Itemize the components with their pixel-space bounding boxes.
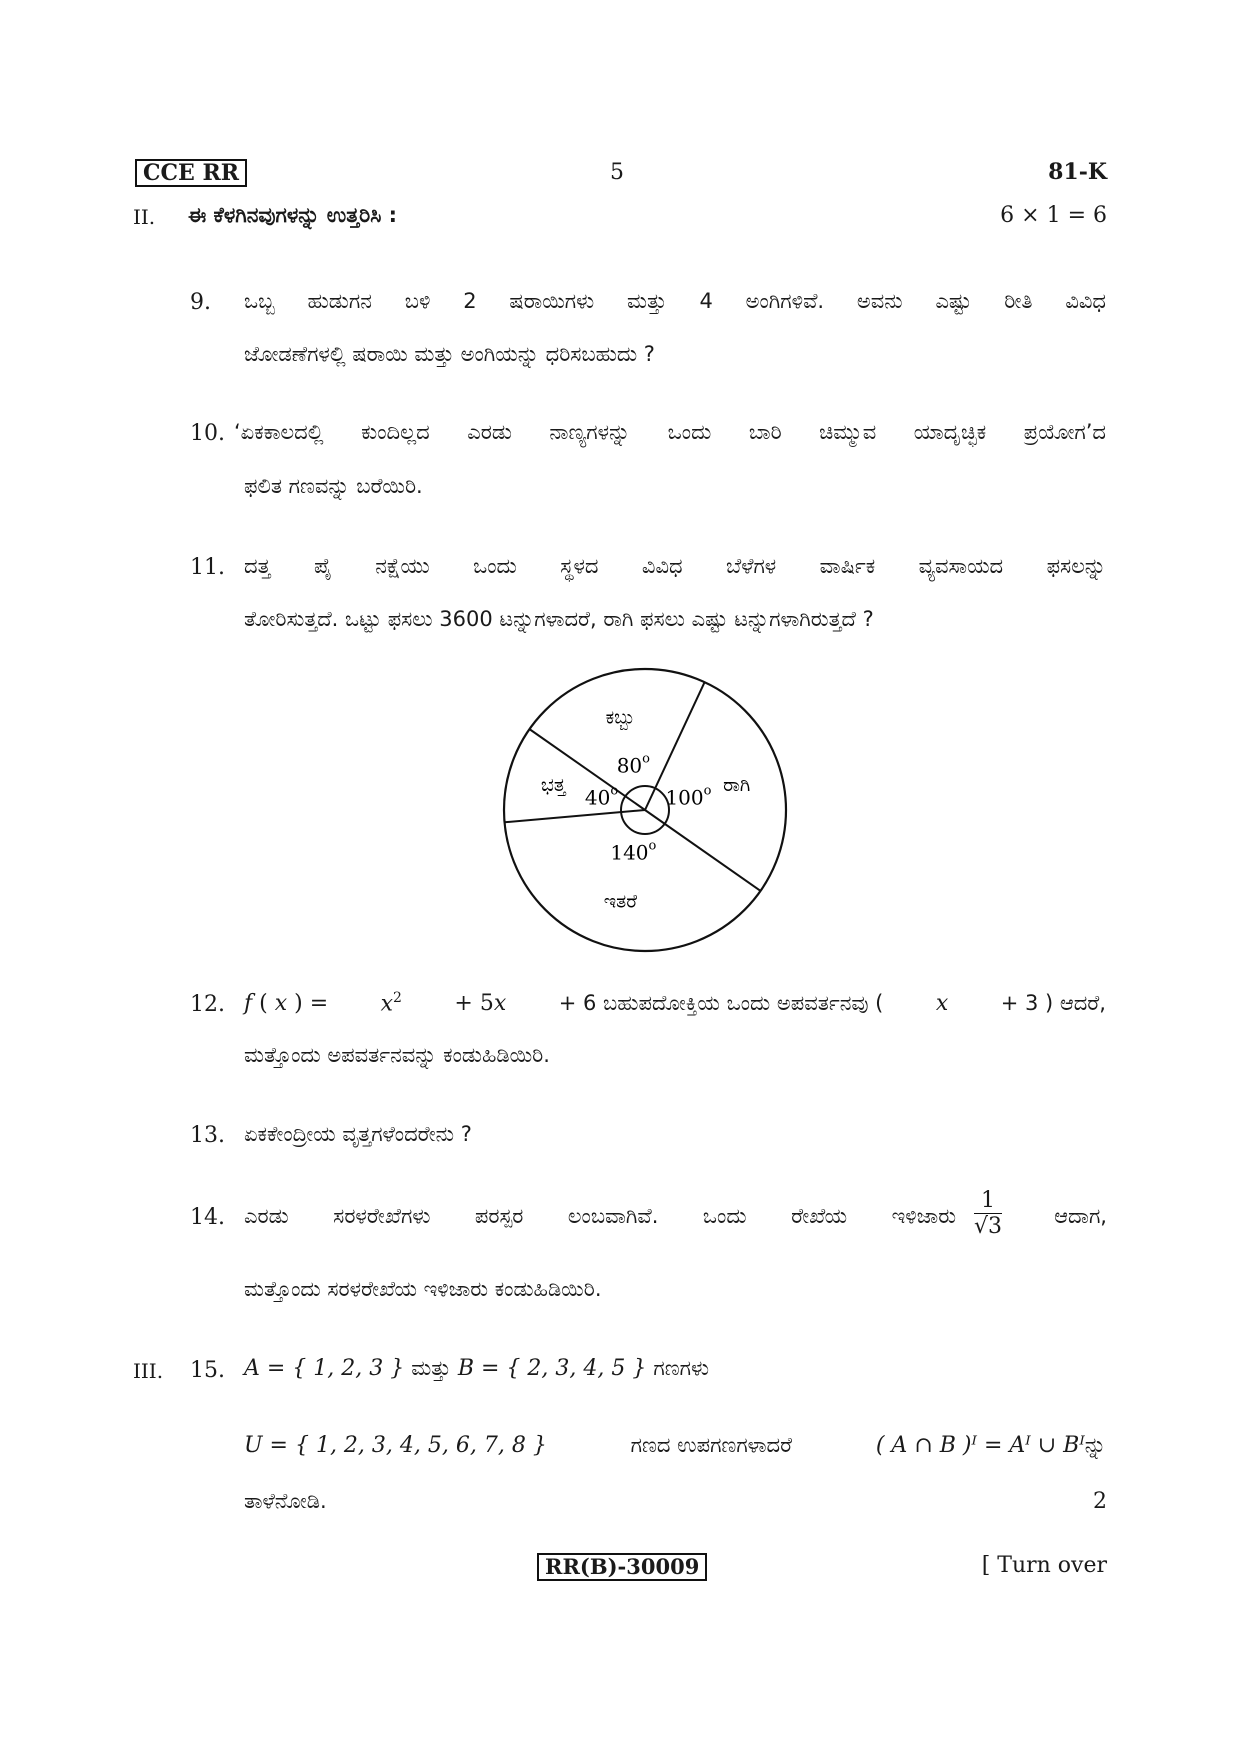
pie-angle-label: 100$^o$ <box>665 783 712 810</box>
paper-series-box: CCE RR <box>135 159 247 187</box>
section-instruction: ಈ ಕೆಳಗಿನವುಗಳನ್ನು ಉತ್ತರಿಸಿ : <box>188 203 398 227</box>
pie-slice-label: ಕಬ್ಬು <box>605 706 636 729</box>
question-text: ಗಣಗಳು <box>653 1356 710 1380</box>
function-name: f ( x ) = <box>244 991 329 1017</box>
pie-angle-label: 140$^o$ <box>610 838 657 865</box>
pie-chart <box>500 665 790 955</box>
page-number: 5 <box>610 160 624 185</box>
question-text: ಮತ್ತು <box>411 1356 451 1380</box>
slope-fraction: $\frac{1}{√3}$ <box>974 1188 1003 1239</box>
question-15-line2 <box>244 1433 1106 1458</box>
set-a: A = { 1, 2, 3 } <box>244 1356 405 1381</box>
question-text: ದತ್ತ ಪೈ ನಕ್ಷೆಯು ಒಂದು ಸ್ಥಳದ ವಿವಿಧ ಬೆಳೆಗಳ ವಾರ್ಷಿಕ ವ್ಯವಸಾಯದ ಫಸಲನ್ನು <box>244 554 1106 578</box>
question-text: ಏಕಕೇಂದ್ರೀಯ ವೃತ್ತಗಳೆಂದರೇನು ? <box>244 1122 472 1146</box>
question-text: ತಾಳೆನೋಡಿ. <box>244 1489 327 1513</box>
question-text: ಫಲಿತ ಗಣವನ್ನು ಬರೆಯಿರಿ. <box>244 474 423 498</box>
factor-variable: x <box>935 991 949 1017</box>
paper-code: 81-K <box>1048 159 1107 185</box>
question-text: ಒಬ್ಬ ಹುಡುಗನ ಬಳಿ 2 ಷರಾಯಿಗಳು ಮತ್ತು 4 ಅಂಗಿಗಳಿವೆ. ಅವನು ಎಷ್ಟು ರೀತಿ ವಿವಿಧ <box>244 289 1106 313</box>
question-15-line1 <box>244 1356 709 1381</box>
question-number: 13. <box>190 1123 225 1148</box>
question-text: ಗಣದ ಉಪಗಣಗಳಾದರೆ <box>630 1433 793 1457</box>
polynomial: $x^2$ <box>380 990 402 1017</box>
pie-slice-label: ಭತ್ತ <box>540 773 566 796</box>
question-number: 10. <box>190 421 225 446</box>
question-text: ‘ಏಕಕಾಲದಲ್ಲಿ ಕುಂದಿಲ್ಲದ ಎರಡು ನಾಣ್ಯಗಳನ್ನು ಒಂದು ಬಾರಿ ಚಿಮ್ಮುವ ಯಾದೃಚ್ಛಿಕ ಪ್ರಯೋಗ’ದ <box>234 420 1106 444</box>
question-number: 12. <box>190 992 225 1017</box>
question-text: + 6 ಬಹುಪದೋಕ್ತಿಯ ಒಂದು ಅಪವರ್ತನವು ( <box>558 991 884 1016</box>
pie-slice-label: ಇತರೆ <box>603 890 638 913</box>
pie-slice-label: ರಾಗಿ <box>723 773 751 796</box>
question-text: ಜೋಡಣೆಗಳಲ್ಲಿ ಷರಾಯಿ ಮತ್ತು ಅಂಗಿಯನ್ನು ಧರಿಸಬಹುದು ? <box>244 342 655 366</box>
question-number: 15. <box>190 1358 225 1383</box>
pie-angle-label: 80$^o$ <box>616 751 650 778</box>
polynomial-term: + 5x <box>454 991 507 1017</box>
question-12-line1 <box>244 990 1106 1016</box>
turn-over-note: [ Turn over <box>981 1553 1107 1578</box>
question-text: + 3 ) ಆದರೆ, <box>1000 991 1106 1016</box>
pie-slice-boundary <box>645 810 761 891</box>
question-number: 11. <box>190 555 225 580</box>
question-number: 14. <box>190 1205 225 1230</box>
set-b: B = { 2, 3, 4, 5 } <box>457 1356 647 1381</box>
question-number: 9. <box>190 290 211 315</box>
set-u: U = { 1, 2, 3, 4, 5, 6, 7, 8 } <box>244 1433 547 1458</box>
question-text: ಎರಡು ಸರಳರೇಖೆಗಳು ಪರಸ್ಪರ ಲಂಬವಾಗಿವೆ. ಒಂದು ರೇಖೆಯ ಇಳಿಜಾರು <box>244 1204 956 1228</box>
question-marks: 2 <box>1093 1489 1107 1514</box>
section-marks: 6 × 1 = 6 <box>1000 203 1107 228</box>
demorgan-identity: ( A ∩ B )ᴵ = Aᴵ ∪ Bᴵನ್ನು <box>875 1433 1106 1458</box>
section-numeral-ii: II. <box>133 205 156 229</box>
question-text: ತೋರಿಸುತ್ತದೆ. ಒಟ್ಟು ಫಸಲು 3600 ಟನ್ನುಗಳಾದರೆ, ರಾಗಿ ಫಸಲು ಎಷ್ಟು ಟನ್ನುಗಳಾಗಿರುತ್ತದೆ ? <box>244 607 874 631</box>
footer-code-box: RR(B)-30009 <box>537 1553 707 1581</box>
question-text: ಮತ್ತೊಂದು ಅಪವರ್ತನವನ್ನು ಕಂಡುಹಿಡಿಯಿರಿ. <box>244 1043 550 1067</box>
question-text: ಆದಾಗ, <box>1054 1204 1107 1228</box>
section-numeral-iii: III. <box>133 1359 164 1383</box>
question-text: ಮತ್ತೊಂದು ಸರಳರೇಖೆಯ ಇಳಿಜಾರು ಕಂಡುಹಿಡಿಯಿರಿ. <box>244 1277 602 1301</box>
pie-angle-label: 40$^o$ <box>584 783 619 810</box>
